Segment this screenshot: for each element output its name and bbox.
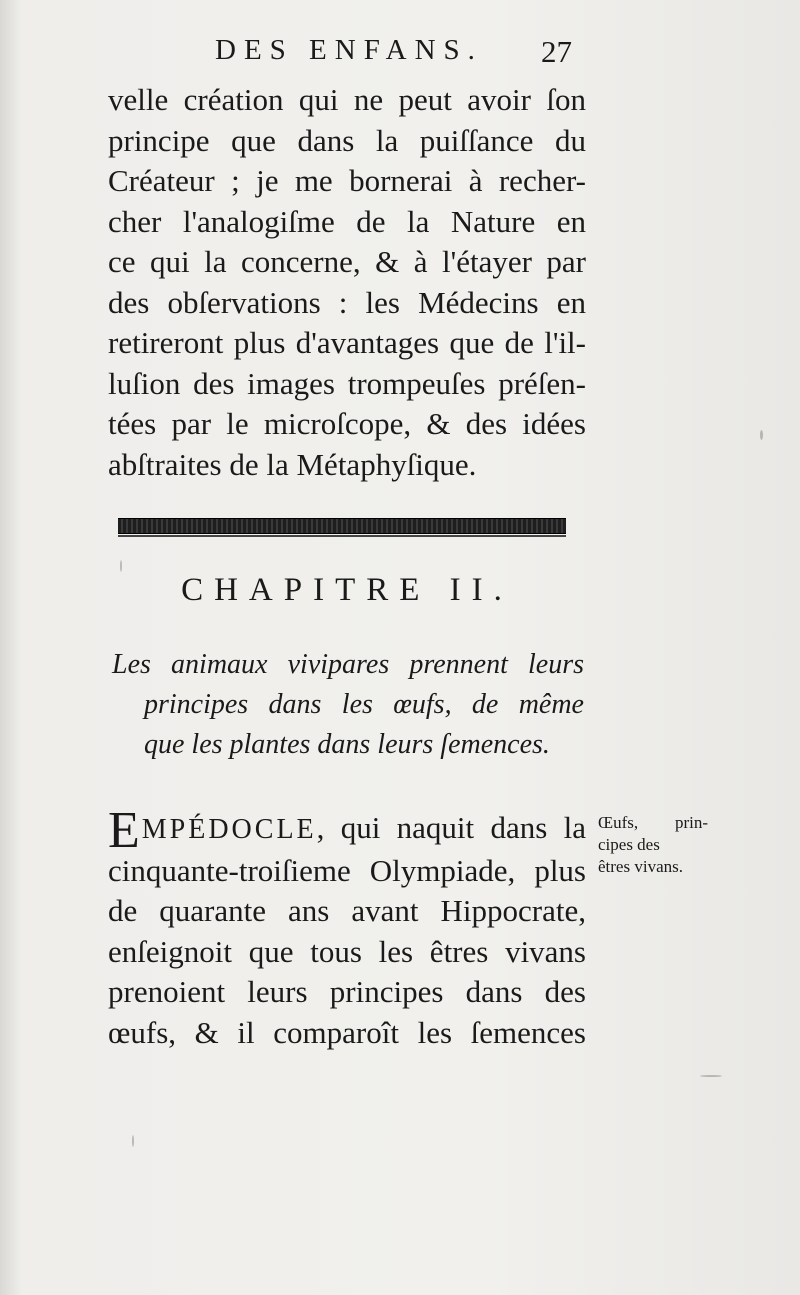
first-line xyxy=(108,802,586,859)
text-line: enſeignoit que tous les êtres vivans xyxy=(108,933,586,969)
text-line: cinquante-troiſieme Olympiade, plus xyxy=(108,852,586,888)
paragraph-continuation xyxy=(108,80,586,485)
marginal-line: Œufs, prin- xyxy=(598,813,708,832)
subtitle-line: principes dans les œufs, de même xyxy=(144,689,584,720)
text-line: des obſervations : les Médecins en xyxy=(108,284,586,320)
paper-speck xyxy=(700,1075,722,1077)
ornamental-rule xyxy=(118,518,566,534)
paper-speck xyxy=(132,1135,134,1147)
text-line: luſion des images trompeuſes préſen- xyxy=(108,365,586,401)
text-line: cher l'analogiſme de la Nature en xyxy=(108,203,586,239)
text-line: de quarante ans avant Hippocrate, xyxy=(108,893,586,928)
text-line: Créateur ; je me bornerai à recher- xyxy=(108,163,586,198)
marginal-note xyxy=(598,812,708,878)
chapter-title: CHAPITRE II. xyxy=(181,572,513,608)
drop-cap: E xyxy=(108,802,140,859)
text-line: principe que dans la puiſſance du xyxy=(108,122,586,158)
subtitle-line: que les plantes dans leurs ſemences. xyxy=(144,729,550,760)
text-line: abſtraites de la Métaphyſique. xyxy=(108,446,477,482)
subtitle-line: Les animaux vivipares prennent leurs xyxy=(112,649,584,680)
text-line: tées par le microſcope, & des idées xyxy=(108,406,586,441)
paper-speck xyxy=(760,430,763,440)
marginal-line: cipes des xyxy=(598,835,660,854)
page-header xyxy=(110,34,580,74)
paper-speck xyxy=(120,560,122,572)
running-title: DES ENFANS. xyxy=(215,34,483,66)
marginal-line: êtres vivans. xyxy=(598,857,683,876)
paragraph-chapter-start xyxy=(108,802,586,1053)
text-line: prenoient leurs principes dans des xyxy=(108,974,586,1009)
text-line: œufs, & il comparoît les ſemences xyxy=(108,1014,586,1050)
text-line: ce qui la concerne, & à l'étayer par xyxy=(108,244,586,279)
page-number: 27 xyxy=(541,34,572,69)
chapter-subtitle xyxy=(112,645,584,765)
text-line: retireront plus d'avantages que de l'il- xyxy=(108,325,586,360)
first-line-rest: , qui naquit dans la xyxy=(316,810,586,845)
text-line: velle création qui ne peut avoir ſon xyxy=(108,82,586,117)
first-word: MPÉDOCLE xyxy=(141,814,317,845)
